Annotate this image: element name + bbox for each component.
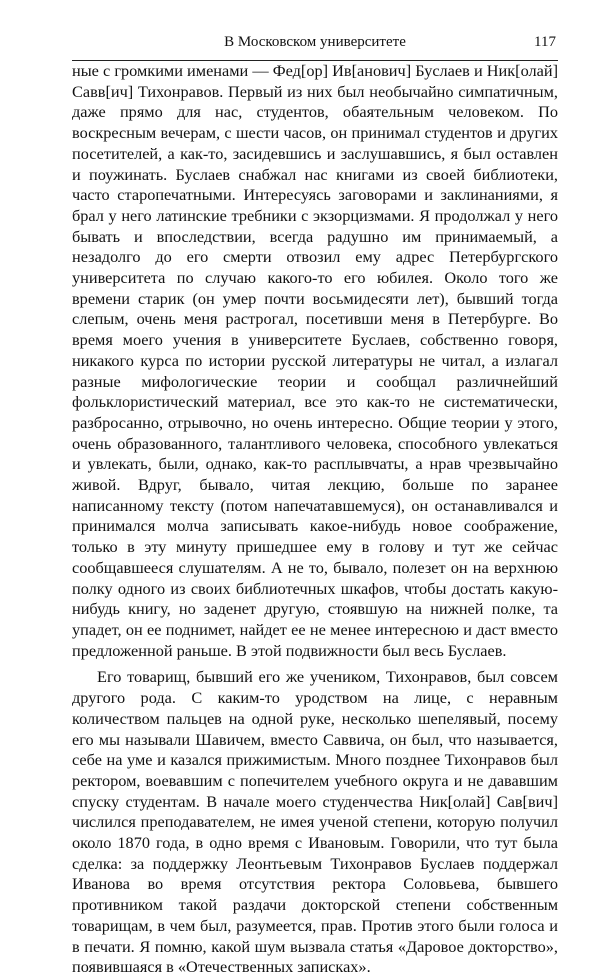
body-text bbox=[72, 61, 558, 978]
page-number: 117 bbox=[534, 34, 556, 50]
page-header bbox=[72, 30, 558, 54]
running-title: В Московском университете bbox=[224, 34, 406, 50]
book-page bbox=[72, 30, 558, 978]
paragraph-continuation: ные с громкими именами — Фед[ор] Ив[анович] Буслаев и Ник[олай] Савв[ич] Тихонравов. Первый из них был необычайно симпатичным, даже прямо для нас, студентов, обаятельным человеком. По воскресным вечерам, с шести часов, он принимал студентов и других посетителей, а как-то, засидевшись и заслушавшись, я был оставлен и поужинать. Буслаев снабжал нас книгами из своей библиотеки, часто старопечатными. Интересуясь заговорами и заклинаниями, я брал у него латинские требники с экзорцизмами. Я продолжал у него бывать и впоследствии, всегда радушно им принимаемый, а незадолго до его смерти отвозил ему адрес Петербургского университета по случаю какого-то его юбилея. Около того же времени старик (он умер почти восьмидесяти лет), бывший тогда слепым, очень меня растрогал, посетивши меня в Петербурге. Во время моего учения в университете Буслаев, собственно говоря, никакого курса по истории русской литературы не читал, а излагал разные мифологические теории и сообщал различнейший фольклористический материал, все это как-то не систематически, разбросанно, отрывочно, но очень интересно. Общие теории у этого, очень образованного, талантливого человека, способного увлекаться и увлекать, были, однако, как-то расплывчаты, а нрав чрезвычайно живой. Вдруг, бывало, читая лекцию, больше по заранее написанному тексту (потом напечатавшемуся), он останавливался и принимался молча записывать какое-нибудь новое соображение, только в эту минуту пришедшее ему в голову и тут же сейчас сообщавшееся слушателям. А не то, бывало, полезет он на верхнюю полку одного из своих библиотечных шкафов, чтобы достать какую-нибудь книгу, но заденет другую, стоявшую на нижней полке, та упадет, он ее поднимет, найдет ее не менее интересною и даст вместо предложенной раньше. В этой подвижности был весь Буслаев. bbox=[72, 61, 558, 660]
paragraph-tikhonravov: Его товарищ, бывший его же учеником, Тихонравов, был совсем другого рода. С каким-то уродством на лице, с неравным количеством пальцев на одной руке, несколько шепелявый, посему его мы называли Шавичем, вместо Саввича, он был, что называется, себе на уме и казался прижимистым. Много позднее Тихонравов был ректором, воевавшим с попечителем учебного округа и не дававшим спуску студентам. В начале моего студенчества Ник[олай] Сав[вич] числился преподавателем, не имея ученой степени, которую получил около 1870 года, в одно время с Ивановым. Говорили, что тут была сделка: за поддержку Леонтьевым Тихонравов Буслаев поддержал Иванова во время отсутствия ректора Соловьева, бывшего противником такой раздачи докторской степени собственным товарищам, в чем был, разумеется, прав. Против этого были голоса и в печати. Я помню, какой шум вызвала статья «Даровое докторство», появившаяся в «Отечественных записках». bbox=[72, 667, 558, 977]
